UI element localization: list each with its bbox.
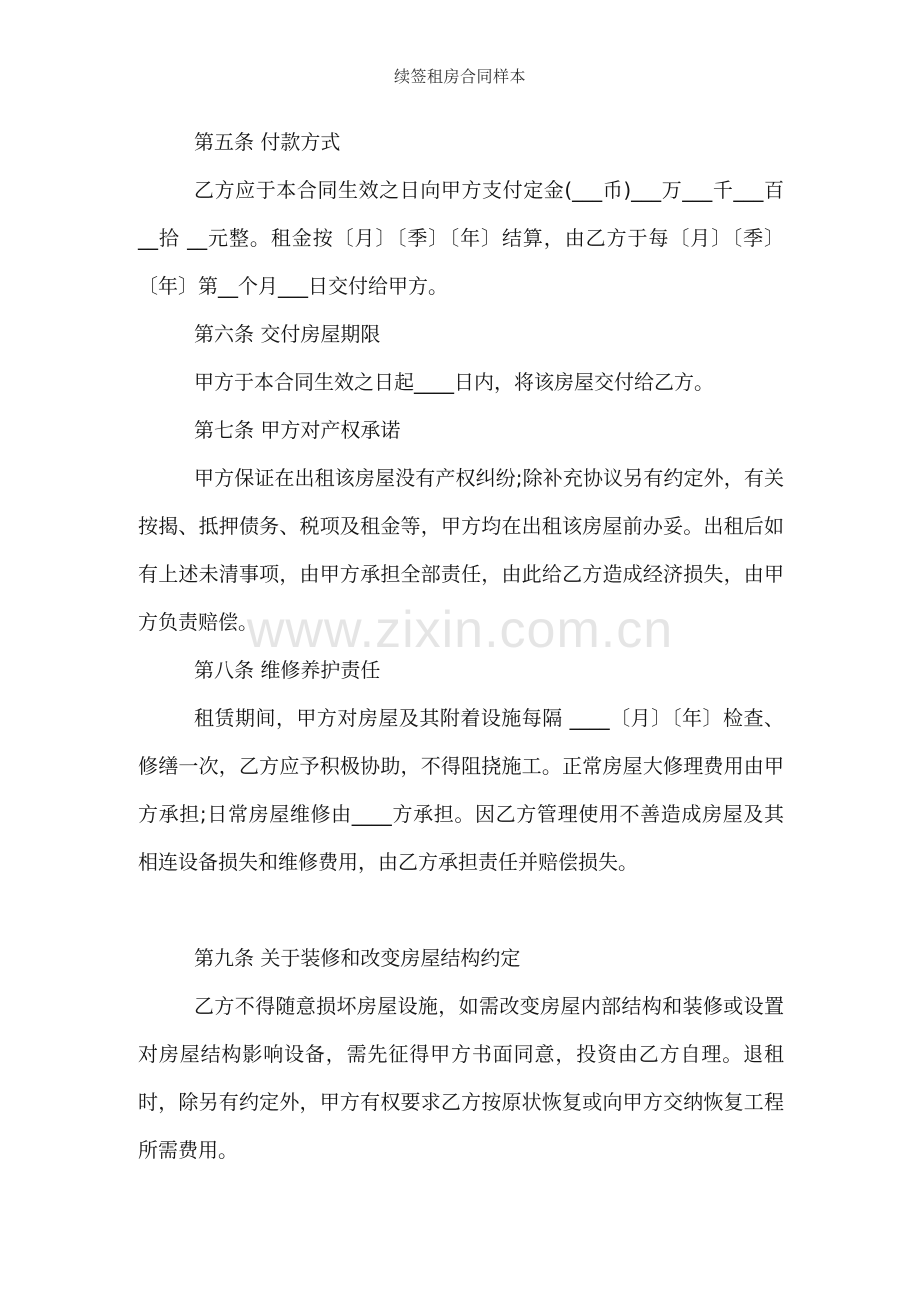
watermark-text: www.zixin.com.cn <box>246 601 674 659</box>
section-9-heading: 第九条 关于装修和改变房屋结构约定 <box>194 946 521 970</box>
paragraph-spacer <box>138 886 784 934</box>
section-7-paragraph: 甲方保证在出租该房屋没有产权纠纷;除补充协议另有约定外，有关按揭、抵押债务、税项及租金等，甲方均在出租该房屋前办妥。出租后如有上述未清事项，由甲方承担全部责任，由此给乙方造成经济损失，由甲方负责赔偿。 <box>138 466 784 634</box>
section-6-paragraph: 甲方于本合同生效之日起____日内，将该房屋交付给乙方。 <box>194 370 714 394</box>
section-6-heading: 第六条 交付房屋期限 <box>194 322 381 346</box>
section-9-paragraph: 乙方不得随意损坏房屋设施，如需改变房屋内部结构和装修或设置对房屋结构影响设备，需先征得甲方书面同意，投资由乙方自理。退租时，除另有约定外，甲方有权要求乙方按原状恢复或向甲方交纳恢复工程所需费用。 <box>138 994 784 1162</box>
document-body <box>138 118 784 1174</box>
section-5-heading: 第五条 付款方式 <box>194 130 341 154</box>
page-header-title: 续签租房合同样本 <box>393 67 526 86</box>
section-5-paragraph: 乙方应于本合同生效之日向甲方支付定金(___币)___万___千___百__拾 __元整。租金按〔月〕〔季〕〔年〕结算，由乙方于每〔月〕〔季〕〔年〕第__个月___日交付给甲方。 <box>138 178 784 298</box>
section-7-heading: 第七条 甲方对产权承诺 <box>194 418 401 442</box>
section-8-heading: 第八条 维修养护责任 <box>194 658 381 682</box>
section-8-paragraph: 租赁期间，甲方对房屋及其附着设施每隔 ____〔月〕〔年〕检查、修缮一次，乙方应予积极协助，不得阻挠施工。正常房屋大修理费用由甲方承担;日常房屋维修由____方承担。因乙方管理使用不善造成房屋及其相连设备损失和维修费用，由乙方承担责任并赔偿损失。 <box>138 706 784 874</box>
